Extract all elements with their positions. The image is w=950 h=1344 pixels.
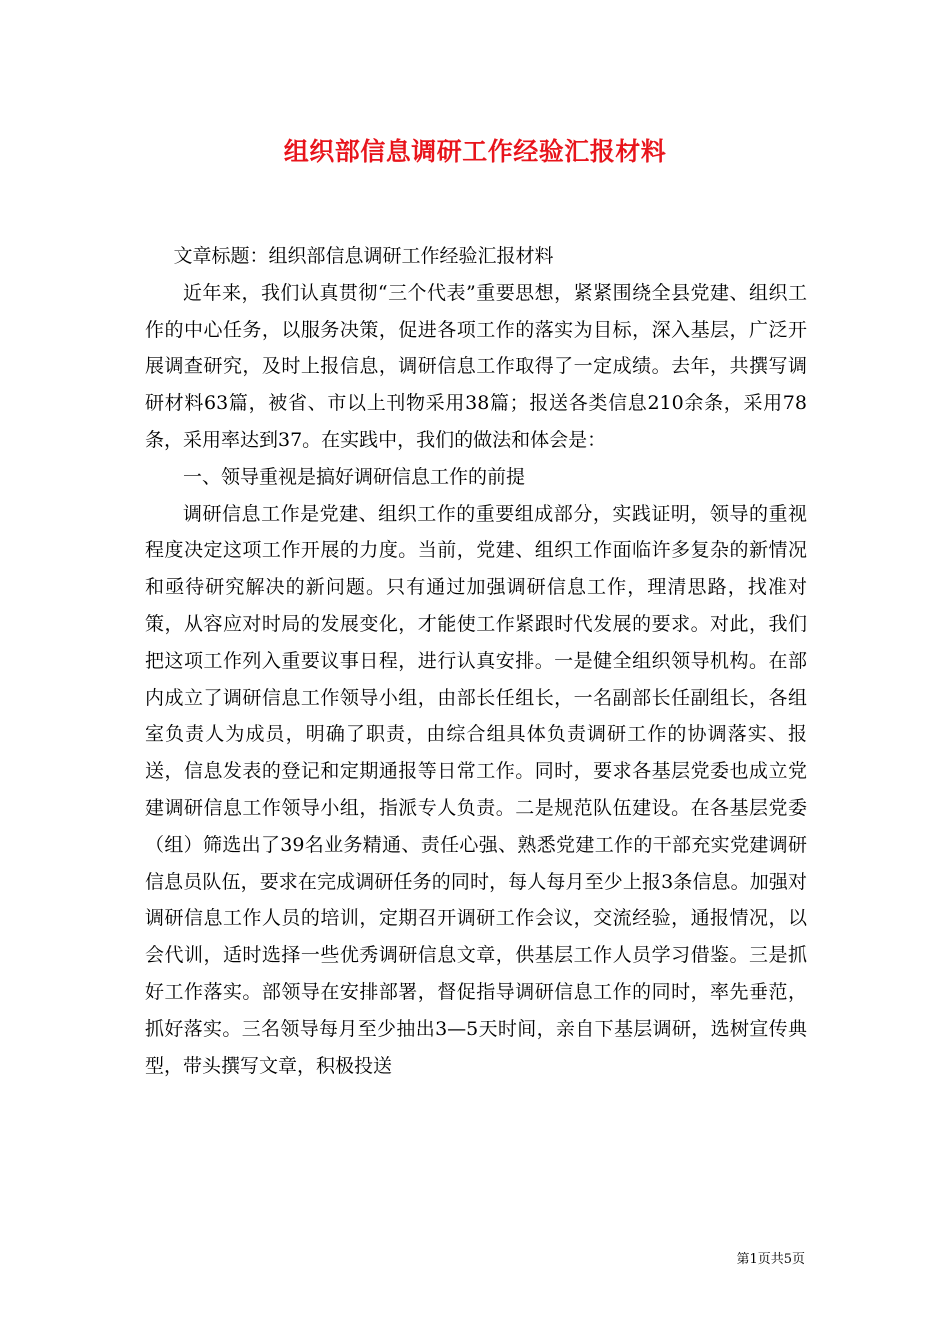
document-body xyxy=(145,238,807,1084)
article-title-line: 文章标题：组织部信息调研工作经验汇报材料 xyxy=(173,245,554,267)
intro-paragraph: 近年来，我们认真贯彻“三个代表”重要思想，紧紧围绕全县党建、组织工作的中心任务，以服务决策，促进各项工作的落实为目标，深入基层，广泛开展调查研究，及时上报信息，调研信息工作取得了一定成绩。去年，共撰写调研材料63篇，被省、市以上刊物采用38篇；报送各类信息210余条，采用78条，采用率达到37。在实践中，我们的做法和体会是： xyxy=(145,281,807,451)
document-title: 组织部信息调研工作经验汇报材料 xyxy=(283,137,667,166)
body-paragraph: 调研信息工作是党建、组织工作的重要组成部分，实践证明，领导的重视程度决定这项工作开展的力度。当前，党建、组织工作面临许多复杂的新情况和亟待研究解决的新问题。只有通过加强调研信息工作，理清思路，找准对策，从容应对时局的发展变化，才能使工作紧跟时代发展的要求。对此，我们把这项工作列入重要议事日程，进行认真安排。一是健全组织领导机构。在部内成立了调研信息工作领导小组，由部长任组长，一名副部长任副组长，各组室负责人为成员，明确了职责，由综合组具体负责调研工作的协调落实、报送，信息发表的登记和定期通报等日常工作。同时，要求各基层党委也成立党建调研信息工作领导小组，指派专人负责。二是规范队伍建设。在各基层党委（组）筛选出了39名业务精通、责任心强、熟悉党建工作的干部充实党建调研信息员队伍，要求在完成调研任务的同时，每人每月至少上报3条信息。加强对调研信息工作人员的培训，定期召开调研工作会议，交流经验，通报情况，以会代训，适时选择一些优秀调研信息文章，供基层工作人员学习借鉴。三是抓好工作落实。部领导在安排部署，督促指导调研信息工作的同时，率先垂范，抓好落实。三名领导每月至少抽出3—5天时间，亲自下基层调研，选树宣传典型，带头撰写文章，积极投送 xyxy=(145,502,807,1077)
page-number: 第1页共5页 xyxy=(736,1252,805,1267)
section-heading: 一、领导重视是搞好调研信息工作的前提 xyxy=(183,465,526,488)
